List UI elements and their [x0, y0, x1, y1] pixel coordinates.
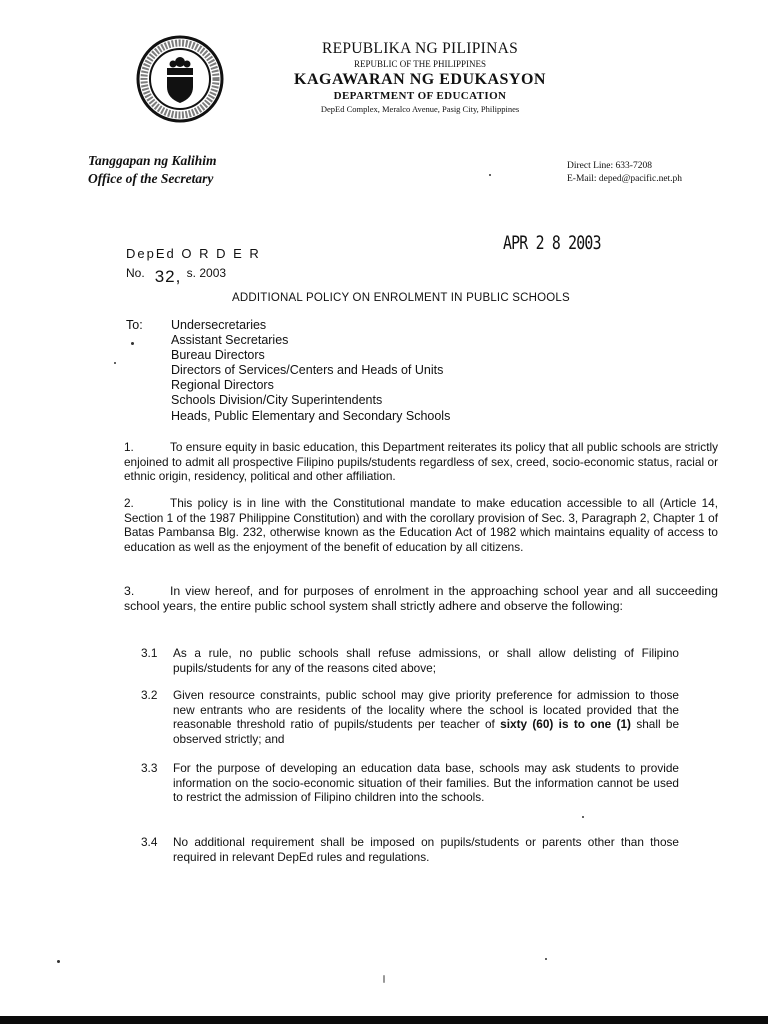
scan-speck [114, 362, 116, 364]
recipient-item: Directors of Services/Centers and Heads of Units [171, 363, 444, 377]
recipient-item: Schools Division/City Superintendents [171, 393, 383, 407]
recipient-item: Bureau Directors [171, 348, 265, 362]
paragraph-3 [124, 584, 718, 614]
subitem-bold-text: sixty (60) is to one (1) [500, 717, 631, 731]
scan-speck [545, 958, 547, 960]
subitem-number: 3.3 [141, 761, 158, 775]
document-title: ADDITIONAL POLICY ON ENROLMENT IN PUBLIC SCHOOLS [232, 292, 570, 304]
subitem-number: 3.1 [141, 646, 158, 660]
scan-speck [489, 174, 491, 176]
office-name-local: Tanggapan ng Kalihim [88, 153, 217, 168]
scan-speck [383, 975, 385, 983]
paragraph-number: 3. [124, 584, 135, 598]
paragraph-number: 1. [124, 440, 134, 454]
contact-email: E-Mail: deped@pacific.net.ph [567, 174, 683, 184]
date-stamp: APR 2 8 2003 [503, 232, 601, 254]
subitem-text: Given resource constraints, public school may give priority preference for admission to those new entrants who are residents of the locality where the school is located provided that the reasonable threshold ratio of pupils/students per teacher of [173, 688, 679, 731]
department-name-english: DEPARTMENT OF EDUCATION [333, 90, 507, 102]
scan-speck [57, 960, 60, 963]
paragraph-1 [124, 440, 718, 484]
subitem-number: 3.4 [141, 835, 158, 849]
scan-speck [582, 816, 584, 818]
subitem-text: As a rule, no public schools shall refuse admissions, or shall allow delisting of Filipino pupils/students for any of the reasons cited above; [173, 646, 679, 675]
subitem-tail-text: shall be observed strictly; and [173, 717, 680, 746]
order-label: DepEd O R D E R [126, 246, 261, 261]
subitem-number: 3.2 [141, 688, 158, 702]
order-no-label: No. [126, 266, 145, 280]
recipient-item: Regional Directors [171, 378, 274, 392]
scan-bottom-edge [0, 1016, 768, 1024]
office-name-english: Office of the Secretary [88, 171, 214, 186]
deped-seal-icon [136, 35, 224, 123]
department-address: DepEd Complex, Meralco Avenue, Pasig City, Philippines [320, 104, 520, 114]
scan-speck [131, 342, 134, 345]
contact-phone: Direct Line: 633-7208 [567, 161, 652, 171]
paragraph-2 [124, 496, 718, 554]
subitem-text: No additional requirement shall be imposed on pupils/students or parents other than those required in relevant DepEd rules and regulations. [173, 835, 679, 864]
paragraph-text: In view hereof, and for purposes of enrolment in the approaching school year and all succeeding school years, the entire public school system shall strictly adhere and observe the following: [124, 584, 718, 613]
to-label: To: [126, 318, 143, 332]
order-number: 32, [154, 267, 182, 286]
department-name-local: KAGAWARAN NG EDUKASYON [294, 71, 546, 88]
recipient-item: Assistant Secretaries [171, 333, 289, 347]
country-name-local: REPUBLIKA NG PILIPINAS [321, 40, 519, 57]
recipient-item: Undersecretaries [171, 318, 267, 332]
order-number-line [126, 262, 227, 286]
order-series: s. 2003 [186, 266, 227, 280]
recipient-item: Heads, Public Elementary and Secondary Schools [171, 409, 451, 423]
paragraph-text: To ensure equity in basic education, this Department reiterates its policy that all public schools are strictly enjoined to admit all prospective Filipino pupils/students regardless of sex, creed, socio-economic status, racial or ethnic origin, residency, political and other affiliation. [124, 440, 718, 483]
subitem-text: For the purpose of developing an education data base, schools may ask students to provide information on the socio-economic situation of their families. But the information cannot be used to restrict the admission of Filipino children into the schools. [173, 761, 679, 804]
country-name-english: REPUBLIC OF THE PHILIPPINES [353, 59, 487, 69]
paragraph-number: 2. [124, 496, 134, 510]
subitem-text-block [173, 688, 679, 746]
paragraph-text: This policy is in line with the Constitutional mandate to make education accessible to all (Article 14, Section 1 of the 1987 Philippine Constitution) and with the corollary provision of Sec. 3, Paragraph 2, Chapter 1 of Batas Pambansa Blg. 232, otherwise known as the Education Act of 1982 which maintains equality of access to education as well as the enjoyment of the benefit of education by all citizens. [124, 496, 718, 554]
